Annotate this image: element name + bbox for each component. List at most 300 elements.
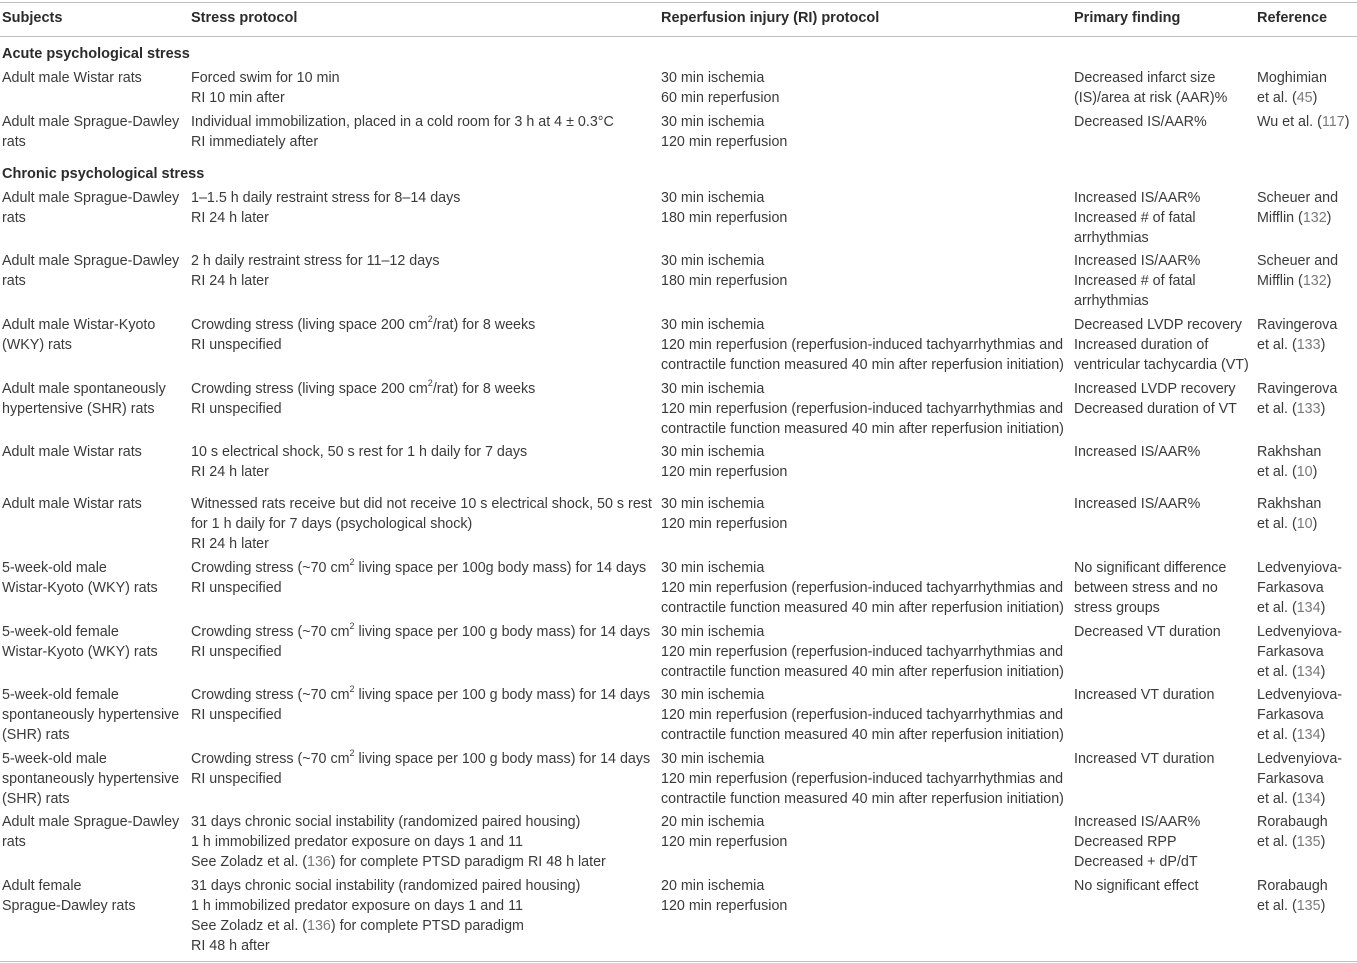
finding-line: stress groups	[1074, 600, 1160, 616]
cell-stress-protocol	[191, 622, 650, 662]
citation-number: 10	[1296, 464, 1313, 480]
ri-line: 120 min reperfusion	[661, 834, 788, 850]
subjects-line: (SHR) rats	[2, 727, 70, 743]
cell-primary-finding	[1074, 68, 1227, 108]
subjects-line: Adult male Sprague-Dawley	[2, 190, 180, 206]
stress-line: 1 h immobilized predator exposure on days 1 and 11	[191, 898, 523, 914]
reference-line	[1257, 188, 1338, 208]
citation-number: 136	[307, 918, 331, 934]
citation-number: 132	[1302, 273, 1327, 289]
cell-primary-finding	[1074, 558, 1226, 618]
ri-line: contractile function measured 40 min after reperfusion initiation)	[661, 727, 1064, 743]
reference-line	[1257, 896, 1328, 916]
stress-line: for 1 h daily for 7 days (psychological shock)	[191, 516, 473, 532]
cell-reference	[1257, 876, 1328, 916]
reference-line	[1257, 705, 1342, 725]
ri-line: 180 min reperfusion	[661, 273, 788, 289]
reference-line	[1257, 812, 1328, 832]
cell-subjects	[2, 379, 166, 419]
finding-line: Increased # of fatal	[1074, 210, 1196, 226]
stress-line	[191, 685, 650, 705]
stress-line: RI 24 h later	[191, 464, 269, 480]
cell-primary-finding	[1074, 812, 1200, 872]
header-stress-protocol: Stress protocol	[191, 10, 298, 26]
reference-text: et al. (	[1257, 664, 1297, 680]
cell-stress-protocol	[191, 188, 460, 228]
header-rule	[0, 36, 1357, 37]
cell-ri-protocol	[661, 749, 1064, 809]
reference-text: et al. (	[1257, 90, 1297, 106]
ri-line: 60 min reperfusion	[661, 90, 780, 106]
reference-text: )	[1320, 600, 1326, 616]
reference-line	[1257, 494, 1321, 514]
finding-line: Increased VT duration	[1074, 751, 1215, 767]
finding-line: Increased IS/AAR%	[1074, 190, 1201, 206]
citation-number: 135	[1296, 898, 1321, 914]
reference-text: Farkasova	[1257, 707, 1324, 723]
reference-text: Ravingerova	[1257, 381, 1338, 397]
ri-line: 120 min reperfusion (reperfusion-induced tachyarrhythmias and	[661, 707, 1064, 723]
reference-line	[1257, 379, 1337, 399]
reference-line	[1257, 769, 1342, 789]
ri-line: 120 min reperfusion	[661, 898, 788, 914]
header-subjects: Subjects	[2, 10, 63, 26]
ri-line: 120 min reperfusion (reperfusion-induced tachyarrhythmias and	[661, 401, 1064, 417]
cell-primary-finding	[1074, 379, 1237, 419]
cell-subjects	[2, 251, 179, 291]
reference-text: )	[1320, 727, 1326, 743]
reference-line	[1257, 315, 1337, 335]
stress-line: 1–1.5 h daily restraint stress for 8–14 days	[191, 190, 461, 206]
superscript: 2	[427, 378, 433, 389]
ri-line: 30 min ischemia	[661, 624, 765, 640]
cell-stress-protocol	[191, 749, 650, 789]
subjects-line: Adult male Sprague-Dawley	[2, 253, 180, 269]
reference-line	[1257, 662, 1342, 682]
stress-line	[191, 379, 535, 399]
cell-subjects	[2, 622, 158, 662]
stress-line: 31 days chronic social instability (randomized paired housing)	[191, 878, 581, 894]
reference-text: Mifflin (	[1257, 210, 1303, 226]
superscript: 2	[349, 557, 355, 568]
ri-line: 120 min reperfusion	[661, 516, 788, 532]
subjects-line: rats	[2, 834, 26, 850]
reference-line	[1257, 725, 1342, 745]
stress-text: /rat) for 8 weeks	[432, 317, 536, 333]
reference-line	[1257, 578, 1342, 598]
cell-stress-protocol	[191, 494, 652, 554]
subjects-line: Adult female	[2, 878, 82, 894]
finding-line: Decreased LVDP recovery	[1074, 317, 1242, 333]
table-bottom-rule	[0, 961, 1357, 962]
stress-line: RI 24 h later	[191, 210, 269, 226]
reference-line	[1257, 749, 1342, 769]
ri-line: 30 min ischemia	[661, 444, 765, 460]
cell-stress-protocol	[191, 112, 614, 152]
finding-line: Decreased + dP/dT	[1074, 854, 1198, 870]
subjects-line: (SHR) rats	[2, 791, 70, 807]
ri-line: 20 min ischemia	[661, 878, 765, 894]
finding-line: arrhythmias	[1074, 293, 1149, 309]
stress-line: RI unspecified	[191, 580, 282, 596]
reference-text: Rorabaugh	[1257, 814, 1328, 830]
cell-reference	[1257, 749, 1342, 809]
citation-number: 134	[1296, 727, 1321, 743]
stress-line: RI 24 h later	[191, 273, 269, 289]
reference-line	[1257, 68, 1327, 88]
cell-reference	[1257, 315, 1337, 355]
reference-text: )	[1312, 90, 1318, 106]
superscript: 2	[349, 684, 355, 695]
reference-line	[1257, 399, 1337, 419]
finding-line: between stress and no	[1074, 580, 1218, 596]
stress-line: RI unspecified	[191, 771, 282, 787]
superscript: 2	[349, 748, 355, 759]
cell-stress-protocol	[191, 379, 535, 419]
cell-reference	[1257, 685, 1342, 745]
subjects-line: rats	[2, 273, 26, 289]
cell-subjects	[2, 188, 179, 228]
ri-line: 30 min ischemia	[661, 70, 765, 86]
reference-text: )	[1312, 464, 1318, 480]
ri-line: 180 min reperfusion	[661, 210, 788, 226]
finding-line: Increased IS/AAR%	[1074, 253, 1201, 269]
ri-line: 120 min reperfusion	[661, 134, 788, 150]
stress-text: Crowding stress (living space 200 cm	[191, 381, 428, 397]
citation-number: 10	[1296, 516, 1313, 532]
header-reference: Reference	[1257, 10, 1328, 26]
stress-line: RI 10 min after	[191, 90, 285, 106]
ri-line: contractile function measured 40 min after reperfusion initiation)	[661, 600, 1064, 616]
reference-text: et al. (	[1257, 337, 1297, 353]
reference-line	[1257, 462, 1321, 482]
reference-line	[1257, 271, 1338, 291]
reference-text: Ravingerova	[1257, 317, 1338, 333]
reference-line	[1257, 335, 1337, 355]
ri-line: 120 min reperfusion (reperfusion-induced tachyarrhythmias and	[661, 771, 1064, 787]
finding-line: No significant effect	[1074, 878, 1199, 894]
cell-reference	[1257, 188, 1338, 228]
stress-text: Crowding stress (living space 200 cm	[191, 317, 428, 333]
citation-number: 134	[1296, 600, 1321, 616]
reference-line	[1257, 251, 1338, 271]
citation-number: 136	[307, 854, 331, 870]
reference-line	[1257, 642, 1342, 662]
cell-ri-protocol	[661, 188, 787, 228]
header-primary-finding: Primary finding	[1074, 10, 1181, 26]
finding-line: (IS)/area at risk (AAR)%	[1074, 90, 1228, 106]
cell-reference	[1257, 251, 1338, 291]
ri-line: contractile function measured 40 min after reperfusion initiation)	[661, 664, 1064, 680]
stress-text: Crowding stress (~70 cm	[191, 624, 350, 640]
stress-line: Witnessed rats receive but did not receive 10 s electrical shock, 50 s rest	[191, 496, 652, 512]
subjects-line: hypertensive (SHR) rats	[2, 401, 155, 417]
stress-line: 31 days chronic social instability (randomized paired housing)	[191, 814, 581, 830]
stress-text: See Zoladz et al. (	[191, 918, 308, 934]
finding-line: arrhythmias	[1074, 230, 1149, 246]
cell-ri-protocol	[661, 494, 787, 534]
reference-text: et al. (	[1257, 401, 1297, 417]
stress-text: Crowding stress (~70 cm	[191, 560, 350, 576]
ri-line: 120 min reperfusion	[661, 464, 788, 480]
reference-text: Rakhshan	[1257, 444, 1322, 460]
header-ri-protocol: Reperfusion injury (RI) protocol	[661, 10, 880, 26]
stress-line: RI 48 h after	[191, 938, 270, 954]
reference-text: Mifflin (	[1257, 273, 1303, 289]
ri-line: contractile function measured 40 min after reperfusion initiation)	[661, 791, 1064, 807]
table-top-rule	[0, 2, 1357, 3]
ri-line: 30 min ischemia	[661, 114, 765, 130]
reference-text: )	[1320, 791, 1326, 807]
cell-ri-protocol	[661, 876, 787, 916]
ri-line: 120 min reperfusion (reperfusion-induced tachyarrhythmias and	[661, 337, 1064, 353]
stress-text: living space per 100 g body mass) for 14 days	[354, 687, 651, 703]
ri-line: 30 min ischemia	[661, 687, 765, 703]
stress-line: Individual immobilization, placed in a cold room for 3 h at 4 ± 0.3°C	[191, 114, 614, 130]
cell-reference	[1257, 812, 1328, 852]
cell-reference	[1257, 442, 1321, 482]
reference-text: )	[1320, 401, 1326, 417]
stress-line: RI immediately after	[191, 134, 319, 150]
reference-text: )	[1344, 114, 1350, 130]
ri-line: 20 min ischemia	[661, 814, 765, 830]
cell-stress-protocol	[191, 685, 650, 725]
subjects-line: 5-week-old male	[2, 560, 107, 576]
stress-line: Forced swim for 10 min	[191, 70, 340, 86]
reference-text: et al. (	[1257, 464, 1297, 480]
finding-line: Decreased VT duration	[1074, 624, 1221, 640]
cell-ri-protocol	[661, 812, 787, 852]
ri-line: contractile function measured 40 min after reperfusion initiation)	[661, 421, 1064, 437]
stress-text: ) for complete PTSD paradigm RI 48 h later	[330, 854, 606, 870]
finding-line: ventricular tachycardia (VT)	[1074, 357, 1249, 373]
subjects-line: Adult male Wistar rats	[2, 496, 142, 512]
stress-line	[191, 315, 535, 335]
citation-number: 117	[1321, 114, 1345, 130]
subjects-line: Adult male Sprague-Dawley	[2, 114, 180, 130]
cell-ri-protocol	[661, 685, 1064, 745]
reference-text: Farkasova	[1257, 644, 1324, 660]
subjects-line: spontaneously hypertensive	[2, 707, 180, 723]
cell-subjects	[2, 812, 179, 852]
subjects-line: Adult male Wistar rats	[2, 70, 142, 86]
finding-line: Increased # of fatal	[1074, 273, 1196, 289]
stress-line	[191, 749, 650, 769]
finding-line: Decreased IS/AAR%	[1074, 114, 1207, 130]
stress-text: living space per 100 g body mass) for 14 days	[354, 751, 651, 767]
stress-text: living space per 100g body mass) for 14 days	[354, 560, 647, 576]
reference-text: )	[1320, 664, 1326, 680]
finding-line: No significant difference	[1074, 560, 1227, 576]
cell-subjects	[2, 442, 142, 462]
reference-text: )	[1326, 273, 1332, 289]
stress-line: RI unspecified	[191, 644, 282, 660]
cell-ri-protocol	[661, 622, 1064, 682]
reference-text: Rakhshan	[1257, 496, 1322, 512]
cell-primary-finding	[1074, 622, 1221, 642]
cell-ri-protocol	[661, 315, 1064, 375]
reference-text: Ledvenyiova-	[1257, 687, 1343, 703]
reference-text: Scheuer and	[1257, 190, 1339, 206]
subjects-line: spontaneously hypertensive	[2, 771, 180, 787]
subjects-line: Wistar-Kyoto (WKY) rats	[2, 644, 158, 660]
finding-line: Increased IS/AAR%	[1074, 814, 1201, 830]
reference-text: et al. (	[1257, 834, 1297, 850]
reference-line	[1257, 88, 1327, 108]
stress-line: RI unspecified	[191, 401, 282, 417]
ri-line: 30 min ischemia	[661, 560, 765, 576]
cell-subjects	[2, 558, 158, 598]
stress-line: 10 s electrical shock, 50 s rest for 1 h daily for 7 days	[191, 444, 528, 460]
reference-text: Wu et al. (	[1257, 114, 1322, 130]
cell-stress-protocol	[191, 315, 535, 355]
subjects-line: 5-week-old female	[2, 687, 119, 703]
stress-line	[191, 558, 646, 578]
finding-line: Increased LVDP recovery	[1074, 381, 1236, 397]
cell-stress-protocol	[191, 251, 439, 291]
reference-text: et al. (	[1257, 600, 1297, 616]
cell-primary-finding	[1074, 315, 1249, 375]
reference-text: Ledvenyiova-	[1257, 624, 1343, 640]
reference-text: Rorabaugh	[1257, 878, 1328, 894]
reference-text: )	[1312, 516, 1318, 532]
section-acute: Acute psychological stress	[2, 46, 190, 62]
reference-text: Farkasova	[1257, 580, 1324, 596]
cell-primary-finding	[1074, 685, 1214, 705]
stress-line: 2 h daily restraint stress for 11–12 days	[191, 253, 440, 269]
cell-reference	[1257, 112, 1349, 132]
cell-primary-finding	[1074, 494, 1200, 514]
reference-text: )	[1320, 898, 1326, 914]
citation-number: 134	[1296, 791, 1321, 807]
reference-line	[1257, 622, 1342, 642]
reference-text: et al. (	[1257, 727, 1297, 743]
reference-text: )	[1320, 337, 1326, 353]
stress-line: 1 h immobilized predator exposure on days 1 and 11	[191, 834, 523, 850]
finding-line: Increased IS/AAR%	[1074, 496, 1201, 512]
subjects-line: 5-week-old male	[2, 751, 107, 767]
subjects-line: Adult male Sprague-Dawley	[2, 814, 180, 830]
cell-primary-finding	[1074, 442, 1200, 462]
reference-text: Farkasova	[1257, 771, 1324, 787]
stress-text: /rat) for 8 weeks	[432, 381, 536, 397]
subjects-line: Sprague-Dawley rats	[2, 898, 136, 914]
ri-line: 30 min ischemia	[661, 190, 765, 206]
stress-text: See Zoladz et al. (	[191, 854, 308, 870]
reference-text: Moghimian	[1257, 70, 1327, 86]
reference-line	[1257, 442, 1321, 462]
citation-number: 134	[1296, 664, 1321, 680]
cell-reference	[1257, 494, 1321, 534]
citation-number: 132	[1302, 210, 1327, 226]
reference-line	[1257, 685, 1342, 705]
reference-line	[1257, 514, 1321, 534]
finding-line: Decreased RPP	[1074, 834, 1177, 850]
stress-line	[191, 916, 580, 936]
cell-subjects	[2, 685, 179, 745]
cell-ri-protocol	[661, 442, 787, 482]
subjects-line: rats	[2, 134, 26, 150]
cell-primary-finding	[1074, 188, 1200, 248]
stress-line: RI unspecified	[191, 707, 282, 723]
cell-subjects	[2, 315, 155, 355]
cell-primary-finding	[1074, 749, 1214, 769]
citation-number: 133	[1296, 401, 1321, 417]
citation-number: 45	[1296, 90, 1313, 106]
stress-line: RI unspecified	[191, 337, 282, 353]
section-chronic: Chronic psychological stress	[2, 166, 205, 182]
cell-reference	[1257, 558, 1342, 618]
cell-ri-protocol	[661, 68, 779, 108]
superscript: 2	[427, 314, 433, 325]
stress-line	[191, 622, 650, 642]
stress-line	[191, 852, 606, 872]
superscript: 2	[349, 621, 355, 632]
cell-primary-finding	[1074, 251, 1200, 311]
finding-line: Decreased infarct size	[1074, 70, 1216, 86]
reference-line	[1257, 558, 1342, 578]
cell-ri-protocol	[661, 379, 1064, 439]
cell-ri-protocol	[661, 112, 787, 152]
subjects-line: Wistar-Kyoto (WKY) rats	[2, 580, 158, 596]
ri-line: 120 min reperfusion (reperfusion-induced tachyarrhythmias and	[661, 580, 1064, 596]
stress-text: Crowding stress (~70 cm	[191, 751, 350, 767]
cell-subjects	[2, 494, 142, 514]
reference-line	[1257, 598, 1342, 618]
reference-line	[1257, 789, 1342, 809]
subjects-line: Adult male Wistar rats	[2, 444, 142, 460]
reference-line	[1257, 876, 1328, 896]
cell-stress-protocol	[191, 812, 606, 872]
cell-reference	[1257, 622, 1342, 682]
reference-text: Ledvenyiova-	[1257, 751, 1343, 767]
cell-reference	[1257, 379, 1337, 419]
reference-line	[1257, 832, 1328, 852]
reference-text: et al. (	[1257, 516, 1297, 532]
cell-ri-protocol	[661, 251, 787, 291]
ri-line: 30 min ischemia	[661, 317, 765, 333]
citation-number: 135	[1296, 834, 1321, 850]
stress-text: living space per 100 g body mass) for 14 days	[354, 624, 651, 640]
cell-subjects	[2, 876, 136, 916]
finding-line: Increased IS/AAR%	[1074, 444, 1201, 460]
reference-text: )	[1320, 834, 1326, 850]
cell-stress-protocol	[191, 68, 340, 108]
cell-primary-finding	[1074, 876, 1199, 896]
stress-text: ) for complete PTSD paradigm	[330, 918, 524, 934]
cell-stress-protocol	[191, 442, 527, 482]
subjects-line: Adult male spontaneously	[2, 381, 166, 397]
cell-ri-protocol	[661, 558, 1064, 618]
finding-line: Increased VT duration	[1074, 687, 1215, 703]
cell-stress-protocol	[191, 558, 646, 598]
ri-line: 30 min ischemia	[661, 381, 765, 397]
ri-line: contractile function measured 40 min after reperfusion initiation)	[661, 357, 1064, 373]
cell-subjects	[2, 749, 179, 809]
finding-line: Decreased duration of VT	[1074, 401, 1237, 417]
reference-text: Ledvenyiova-	[1257, 560, 1343, 576]
reference-text: et al. (	[1257, 898, 1297, 914]
cell-subjects	[2, 68, 142, 88]
subjects-line: Adult male Wistar-Kyoto	[2, 317, 156, 333]
subjects-line: rats	[2, 210, 26, 226]
ri-line: 30 min ischemia	[661, 496, 765, 512]
cell-reference	[1257, 68, 1327, 108]
ri-line: 30 min ischemia	[661, 751, 765, 767]
ri-line: 30 min ischemia	[661, 253, 765, 269]
ri-line: 120 min reperfusion (reperfusion-induced tachyarrhythmias and	[661, 644, 1064, 660]
subjects-line: (WKY) rats	[2, 337, 72, 353]
